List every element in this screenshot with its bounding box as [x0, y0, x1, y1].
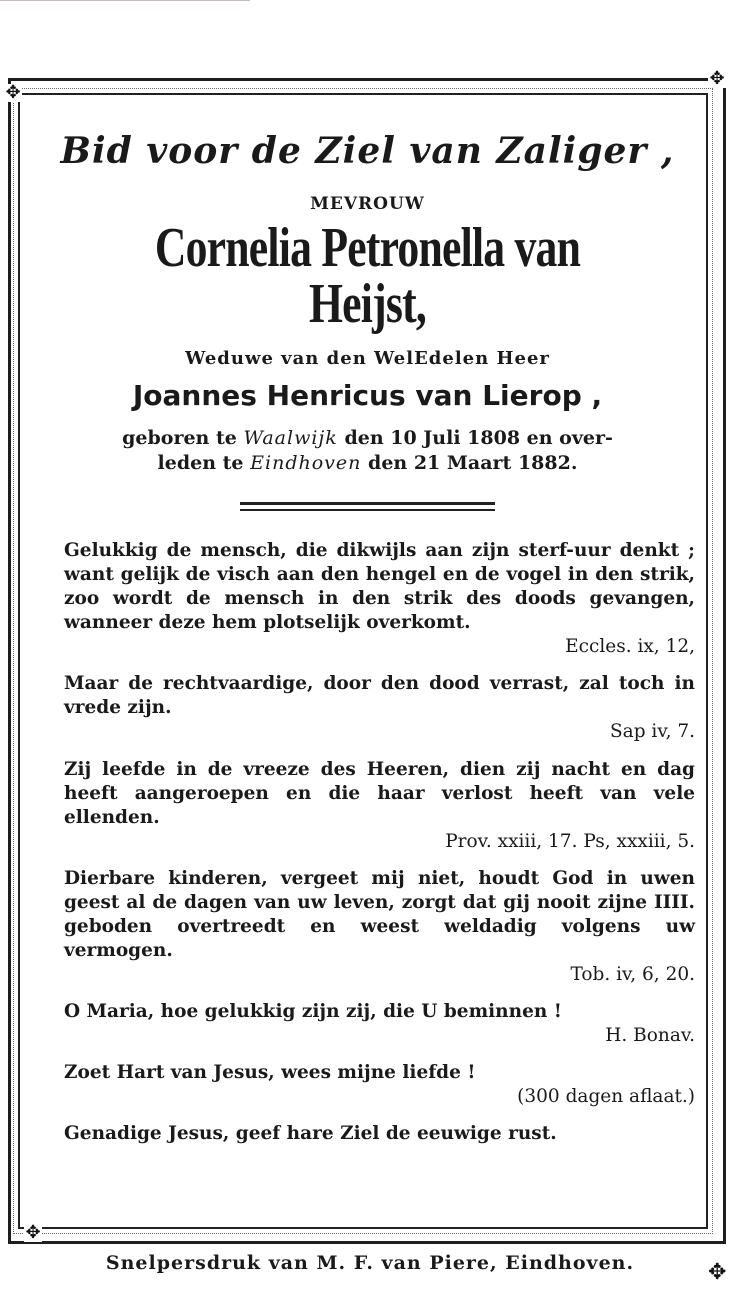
- verse-text: Zoet Hart van Jesus, wees mijne liefde !: [64, 1062, 476, 1084]
- birth-date: den 10 Juli 1808 en over-: [344, 427, 613, 449]
- death-place: Eindhoven: [250, 452, 362, 475]
- verse: [40, 1000, 695, 1048]
- verse: [40, 672, 695, 744]
- verse-reference: Tob. iv, 6, 20.: [570, 963, 695, 985]
- corner-ornament-icon: ✥: [5, 82, 21, 103]
- verse-text: Genadige Jesus, geef hare Ziel de eeuwige rust.: [64, 1123, 557, 1145]
- corner-ornament-icon: ✥: [709, 68, 725, 89]
- husband-name: Joannes Henricus van Lierop ,: [132, 379, 603, 412]
- verse: [40, 867, 695, 987]
- birth-prefix: geboren te: [122, 427, 237, 449]
- deceased-name: Cornelia Petronella van Heijst,: [154, 217, 581, 335]
- verse-text: Dierbare kinderen, vergeet mij niet, houdt God in uwen geest al de dagen van uw leven, zorgt dat gij nooit zijne IIII. geboden overtreedt en weest weldadig volgens uw vermogen.: [64, 867, 695, 961]
- widow-line: Weduwe van den WelEdelen Heer: [185, 348, 550, 369]
- verse: [40, 539, 695, 659]
- scan-edge-mark: [0, 0, 250, 7]
- verse-text: O Maria, hoe gelukkig zijn zij, die U beminnen !: [64, 1000, 562, 1022]
- death-line: [40, 451, 695, 476]
- verse-text: Maar de rechtvaardige, door den dood verrast, zal toch in vrede zijn.: [64, 673, 695, 719]
- death-date: den 21 Maart 1882.: [368, 452, 578, 475]
- verse: [40, 1122, 695, 1146]
- verse-text: Zij leefde in de vreeze des Heeren, dien zij nacht en dag heeft aangeroepen en die haar verlost heeft van vele ellenden.: [64, 758, 695, 828]
- verse-reference: Eccles. ix, 12,: [565, 636, 695, 658]
- verse-reference: Sap iv, 7.: [609, 721, 695, 743]
- verse-text: Gelukkig de mensch, die dikwijls aan zijn sterf-uur denkt ; want gelijk de visch aan den hengel en de vogel in den strik, zoo wordt de mensch in den strik des doods gevangen, wanneer deze hem plotselijk overkomt.: [64, 540, 695, 634]
- double-rule-divider: [240, 502, 495, 511]
- verses: [40, 539, 695, 1146]
- verse-reference: H. Bonav.: [605, 1025, 695, 1046]
- printer-credit: Snelpersdruk van M. F. van Piere, Eindhoven.: [105, 1252, 635, 1274]
- memorial-card: [40, 110, 695, 1159]
- birth-line: [40, 426, 695, 451]
- corner-ornament-icon: ✥: [25, 1222, 41, 1243]
- prayer-title: Bid voor de Ziel van Zaliger ,: [60, 130, 675, 172]
- verse-reference: Prov. xxiii, 17. Ps, xxxiii, 5.: [445, 830, 695, 852]
- verse: [40, 1061, 695, 1109]
- verse: [40, 758, 695, 854]
- birth-place: Waalwijk: [243, 427, 338, 449]
- death-prefix: leden te: [157, 452, 244, 475]
- verse-reference: (300 dagen aflaat.): [517, 1086, 695, 1108]
- birth-death-dates: [40, 426, 695, 476]
- corner-ornament-icon: ✥: [708, 1260, 727, 1285]
- honorific: MEVROUW: [310, 194, 425, 214]
